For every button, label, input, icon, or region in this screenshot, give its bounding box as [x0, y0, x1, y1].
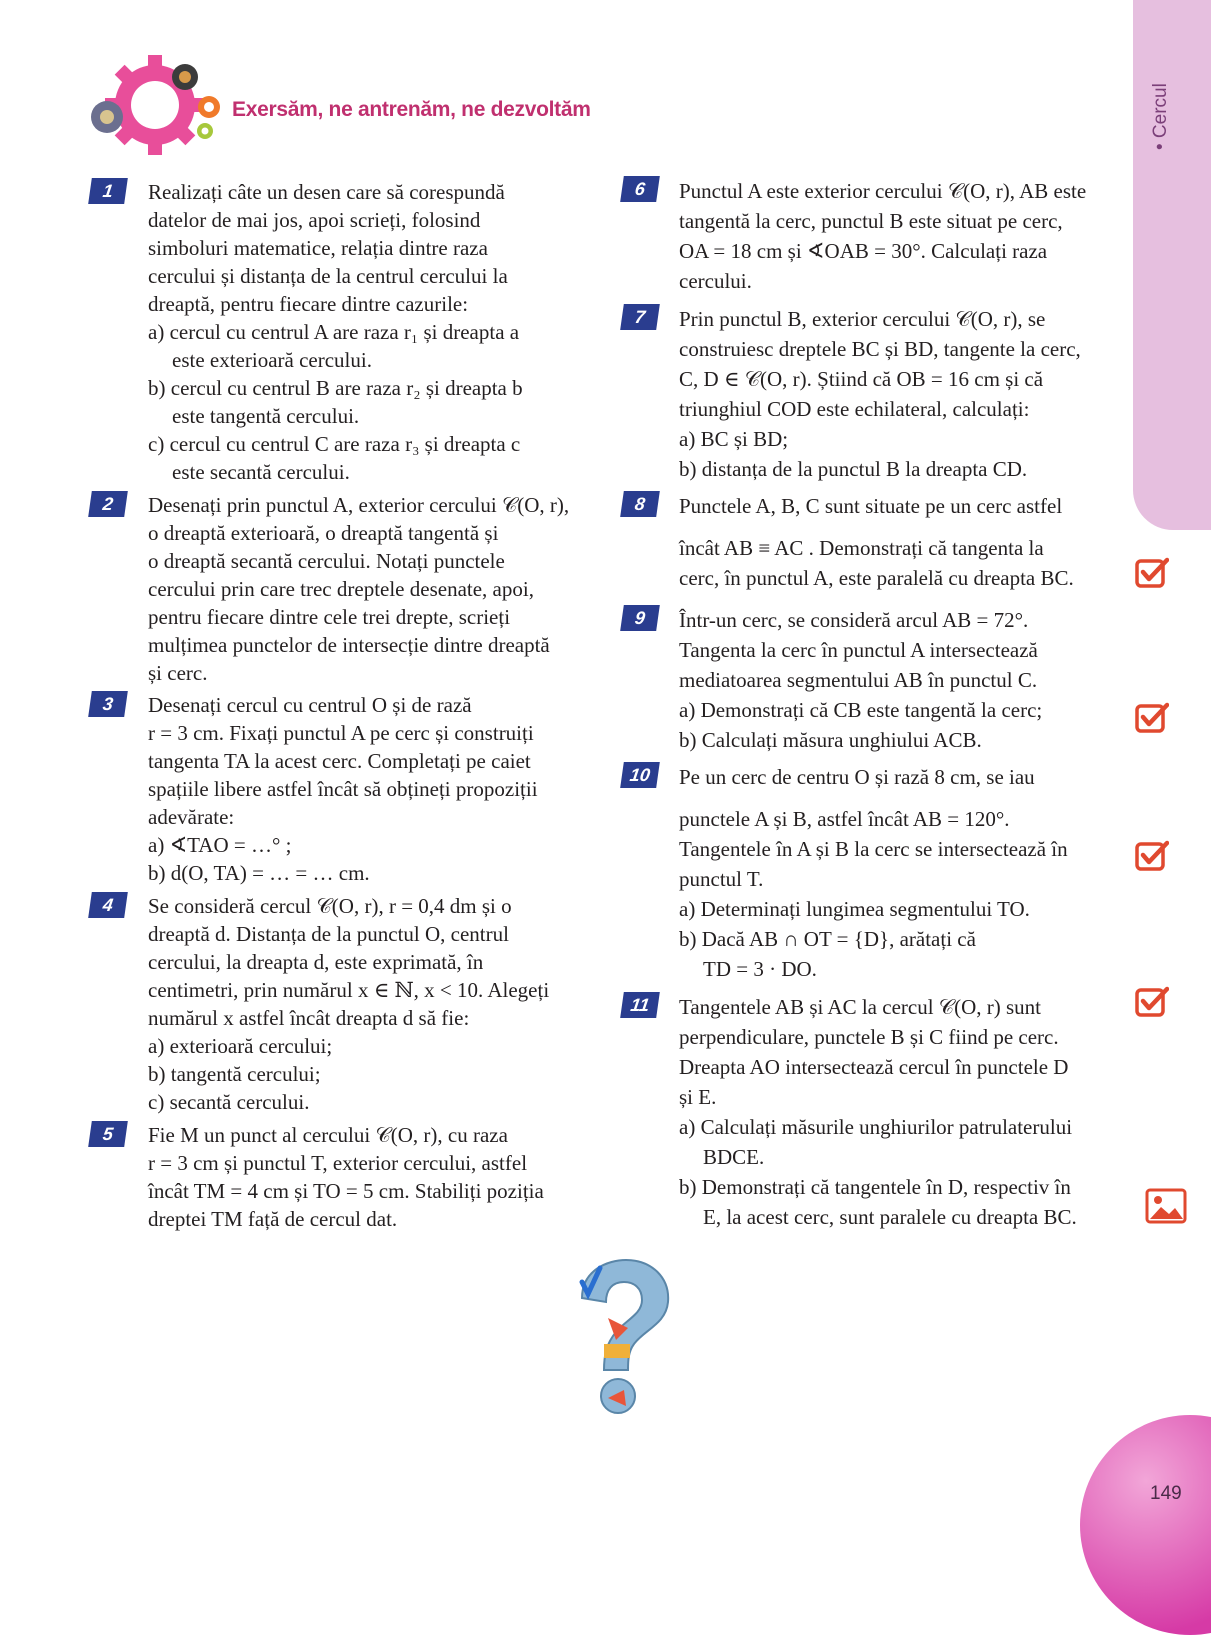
exercise-number: 8 — [620, 491, 660, 517]
exercise-number: 6 — [620, 176, 660, 202]
exercise-text: Tangentele AB și AC la cercul 𝒞(O, r) sunt perpendiculare, punctele B și C fiind pe cerc. Dreapta AO intersectează cercul în punctele D și E. a) Calculați măsurile unghiurilor patrulaterului BDCE. b) Demonstrați că tangentele în D, respectiv în E, la acest cerc, sunt paralele cu dreapta BC. — [679, 995, 1077, 1229]
exercise-text: Prin punctul B, exterior cercului 𝒞(O, r), se construiesc dreptele BC și BD, tangente la cerc, C, D ∈ 𝒞(O, r). Știind că OB = 16 cm și că triunghiul COD este echilateral, calculați: a) BC și BD; b) distanța de la punctul B la dreapta CD. — [679, 307, 1081, 481]
exercise-text: Desenați cercul cu centrul O și de rază r = 3 cm. Fixați punctul A pe cerc și construiți tangenta TA la acest cerc. Completați pe caiet spațiile libere astfel încât să obțineți propoziții adevărate: a) ∢TAO = …° ; b) d(O, TA) = … = … cm. — [148, 693, 538, 885]
exercise-text: Pe un cerc de centru O și rază 8 cm, se iau punctele A și B, astfel încât AB = 120°. Tangentele în A și B la cerc se intersectează în punctul T. a) Determinați lungimea segmentului TO. b) Dacă AB ∩ OT = {D}, arătați că TD = 3 · DO. — [679, 765, 1068, 981]
page-number: 149 — [1150, 1483, 1182, 1504]
exercise-text: Fie M un punct al cercului 𝒞(O, r), cu raza r = 3 cm și punctul T, exterior cercului, astfel încât TM = 4 cm și TO = 5 cm. Stabiliți poziția dreptei TM față de cercul dat. — [148, 1123, 544, 1231]
checkbox-icon — [1135, 557, 1169, 589]
exercise-text: Desenați prin punctul A, exterior cercului 𝒞(O, r), o dreaptă exterioară, o dreaptă tangentă și o dreaptă secantă cercului. Notați punctele cercului prin care trec dreptele desenate, apoi, pentru fiecare dintre cele trei drepte, scrieți mulțimea punctelor de intersecție dintre dreaptă și cerc. — [148, 493, 570, 685]
exercise-number: 2 — [88, 491, 128, 517]
exercise-text: Se consideră cercul 𝒞(O, r), r = 0,4 dm și o dreaptă d. Distanța de la punctul O, centrul cercului, la dreapta d, este exprimată, în centimetri, prin numărul x ∈ ℕ, x < 10. Alegeți numărul x astfel încât dreapta d să fie: a) exterioară cercului; b) tangentă cercului; c) secantă cercului. — [148, 894, 550, 1114]
exercise-text: Punctul A este exterior cercului 𝒞(O, r), AB este tangentă la cerc, punctul B este situat pe cerc, OA = 18 cm și ∢OAB = 30°. Calculați raza cercului. — [679, 179, 1087, 293]
exercise-text: Realizați câte un desen care să corespundă datelor de mai jos, apoi scrieți, folosind simboluri matematice, relația dintre raza cercului și distanța de la centrul cercului la dreaptă, pentru fiecare dintre cazurile: a) cercul cu centrul A are raza r₁ și dreapta a este exterioară cercului. b) cercul cu centrul B are raza r₂ și dreapta b este tangentă cercului. c) cercul cu centrul C are raza r₃ și dreapta c este secantă cercului. — [148, 180, 523, 484]
checkbox-icon — [1135, 840, 1169, 872]
side-tab-label: • Cercul — [1150, 83, 1171, 150]
corner-decoration — [1080, 1415, 1211, 1635]
image-icon — [1145, 1188, 1187, 1224]
section-title: Exersăm, ne antrenăm, ne dezvoltăm — [232, 98, 591, 121]
exercise-number: 1 — [88, 178, 128, 204]
exercise-number: 9 — [620, 605, 660, 631]
exercise-text: Punctele A, B, C sunt situate pe un cerc astfel încât AB ≡ AC . Demonstrați că tangenta la cerc, în punctul A, este paralelă cu dreapta BC. — [679, 494, 1074, 590]
checkbox-icon — [1135, 702, 1169, 734]
gears-icon — [85, 55, 230, 155]
exercise-number: 4 — [88, 892, 128, 918]
exercise-number: 5 — [88, 1121, 128, 1147]
question-mark-icon — [568, 1258, 672, 1418]
exercise-number: 11 — [620, 992, 660, 1018]
exercise-text: Într-un cerc, se consideră arcul AB = 72°. Tangenta la cerc în punctul A intersectează mediatoarea segmentului AB în punctul C. a) Demonstrați că CB este tangentă la cerc; b) Calculați măsura unghiului ACB. — [679, 608, 1043, 752]
exercise-number: 7 — [620, 304, 660, 330]
exercise-number: 3 — [88, 691, 128, 717]
checkbox-icon — [1135, 986, 1169, 1018]
exercise-number: 10 — [620, 762, 660, 788]
